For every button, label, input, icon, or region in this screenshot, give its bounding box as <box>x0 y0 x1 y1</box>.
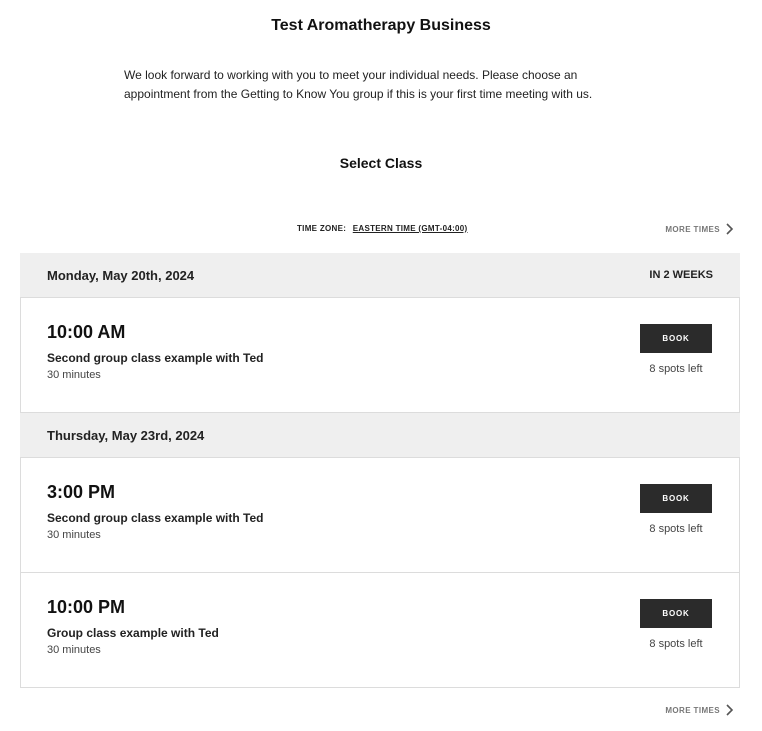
class-slot <box>20 457 740 573</box>
spots-left: 8 spots left <box>649 523 703 535</box>
intro-text: We look forward to working with you to meet your individual needs. Please choose an appointment from the Getting to Know You group if this is your first time meeting with us. <box>124 68 593 101</box>
book-button[interactable]: BOOK <box>640 484 712 513</box>
more-times-link-bottom[interactable] <box>665 703 736 717</box>
timezone-label: TIME ZONE: <box>297 224 347 233</box>
slot-class-name: Second group class example with Ted <box>47 351 264 365</box>
chevron-right-icon <box>722 222 736 236</box>
slot-duration: 30 minutes <box>47 529 101 541</box>
chevron-right-icon <box>722 703 736 717</box>
class-slot <box>20 297 740 413</box>
slot-time: 10:00 PM <box>47 597 126 617</box>
slot-duration: 30 minutes <box>47 644 101 656</box>
business-title: Test Aromatherapy Business <box>271 17 491 34</box>
slot-class-name: Group class example with Ted <box>47 626 219 640</box>
day-date: Monday, May 20th, 2024 <box>47 267 195 283</box>
slot-time: 10:00 AM <box>47 322 126 342</box>
spots-left: 8 spots left <box>649 638 703 650</box>
more-times-link-top[interactable] <box>665 222 736 236</box>
class-list <box>20 253 740 688</box>
day-relative: IN 2 WEEKS <box>649 269 713 281</box>
spots-left: 8 spots left <box>649 363 703 375</box>
timezone-row <box>297 224 468 233</box>
day-date: Thursday, May 23rd, 2024 <box>47 427 205 443</box>
day-header <box>20 253 740 297</box>
timezone-selector[interactable]: EASTERN TIME (GMT-04:00) <box>352 224 468 233</box>
select-class-heading: Select Class <box>339 155 423 171</box>
slot-time: 3:00 PM <box>47 482 116 502</box>
slot-class-name: Second group class example with Ted <box>47 511 264 525</box>
more-times-label: MORE TIMES <box>665 224 720 234</box>
class-slot <box>20 573 740 688</box>
day-header <box>20 413 740 457</box>
more-times-label: MORE TIMES <box>665 705 720 715</box>
book-button[interactable]: BOOK <box>640 599 712 628</box>
slot-duration: 30 minutes <box>47 369 101 381</box>
book-button[interactable]: BOOK <box>640 324 712 353</box>
